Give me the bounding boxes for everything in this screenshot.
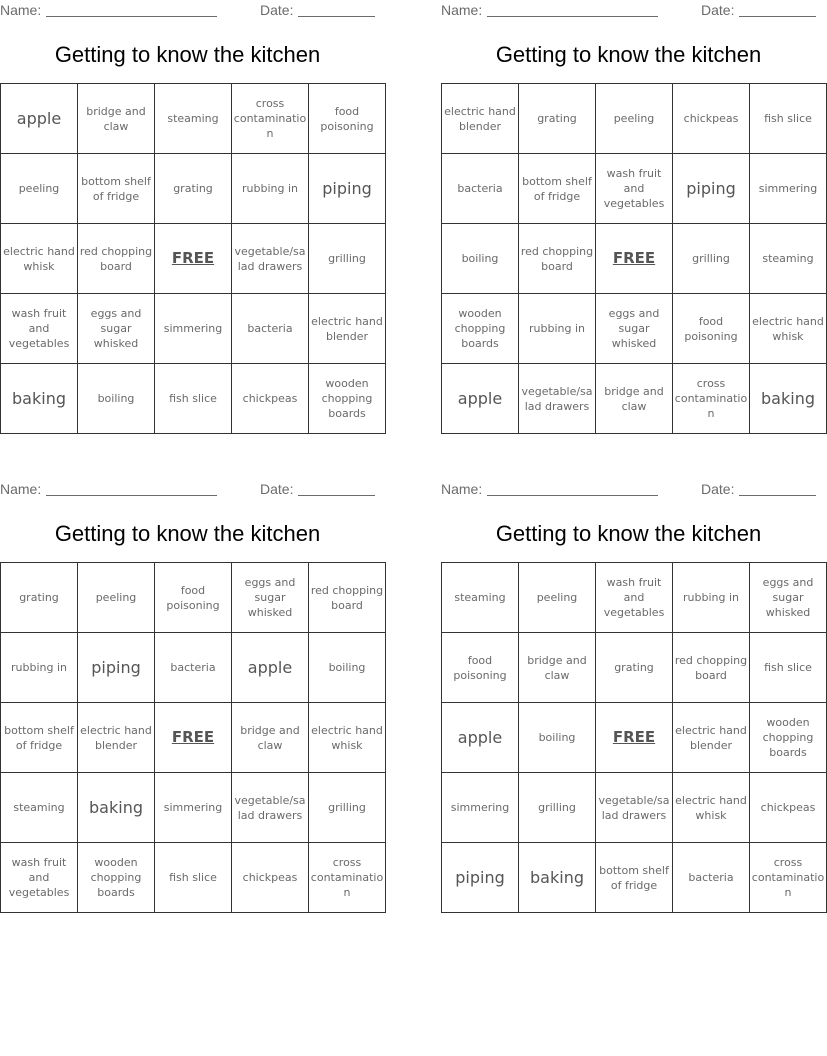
card-header [441, 479, 816, 501]
grid-cell: eggs and sugar whisked [750, 563, 827, 633]
grid-cell: electric hand blender [309, 294, 386, 364]
bingo-card-2 [441, 0, 824, 435]
grid-row [442, 773, 827, 843]
grid-row [1, 294, 386, 364]
name-field-line [46, 495, 217, 496]
grid-row [1, 633, 386, 703]
date-field-line [298, 495, 375, 496]
name-label: Name: [441, 481, 483, 497]
grid-cell: chickpeas [750, 773, 827, 843]
grid-row [1, 154, 386, 224]
grid-cell: peeling [78, 563, 155, 633]
grid-cell: bottom shelf of fridge [519, 154, 596, 224]
grid-row [442, 84, 827, 154]
date-field-line [739, 495, 816, 496]
grid-cell: electric hand whisk [673, 773, 750, 843]
grid-cell: grating [519, 84, 596, 154]
grid-cell: baking [78, 773, 155, 843]
date-field-line [298, 16, 375, 17]
grid-cell: bridge and claw [232, 703, 309, 773]
name-field-line [46, 16, 217, 17]
grid-cell: simmering [155, 294, 232, 364]
grid-cell: electric hand blender [78, 703, 155, 773]
name-label: Name: [441, 2, 483, 18]
grid-cell: piping [78, 633, 155, 703]
grid-cell: chickpeas [232, 364, 309, 434]
grid-cell: vegetable/salad drawers [232, 224, 309, 294]
grid-cell: bacteria [442, 154, 519, 224]
grid-cell: chickpeas [673, 84, 750, 154]
grid-cell: red chopping board [519, 224, 596, 294]
bingo-grid [0, 562, 386, 913]
date-label: Date: [701, 2, 735, 18]
grid-cell: grilling [309, 224, 386, 294]
grid-cell: grilling [519, 773, 596, 843]
grid-cell: cross contamination [750, 843, 827, 913]
grid-cell: electric hand whisk [309, 703, 386, 773]
bingo-card-3 [0, 479, 384, 914]
grid-cell: wooden chopping boards [442, 294, 519, 364]
bingo-grid [0, 83, 386, 434]
grid-cell: boiling [309, 633, 386, 703]
grid-cell: baking [519, 843, 596, 913]
card-title: Getting to know the kitchen [495, 42, 762, 67]
grid-cell: steaming [1, 773, 78, 843]
grid-cell: eggs and sugar whisked [596, 294, 673, 364]
grid-cell: bacteria [673, 843, 750, 913]
grid-row [1, 703, 386, 773]
grid-row [1, 84, 386, 154]
grid-cell: food poisoning [673, 294, 750, 364]
grid-cell: grating [155, 154, 232, 224]
grid-cell: piping [442, 843, 519, 913]
free-space-cell: FREE [596, 224, 673, 294]
grid-cell: red chopping board [78, 224, 155, 294]
grid-cell: wash fruit and vegetables [596, 563, 673, 633]
grid-cell: simmering [442, 773, 519, 843]
grid-cell: baking [750, 364, 827, 434]
grid-row [1, 563, 386, 633]
grid-row [1, 843, 386, 913]
grid-cell: wash fruit and vegetables [1, 843, 78, 913]
grid-cell: grating [1, 563, 78, 633]
grid-cell: wooden chopping boards [78, 843, 155, 913]
grid-cell: electric hand blender [442, 84, 519, 154]
grid-cell: cross contamination [673, 364, 750, 434]
date-label: Date: [260, 2, 294, 18]
grid-cell: bottom shelf of fridge [1, 703, 78, 773]
grid-cell: rubbing in [1, 633, 78, 703]
grid-cell: cross contamination [232, 84, 309, 154]
bingo-grid [441, 83, 827, 434]
bingo-grid [441, 562, 827, 913]
grid-cell: peeling [596, 84, 673, 154]
grid-cell: vegetable/salad drawers [519, 364, 596, 434]
grid-cell: boiling [442, 224, 519, 294]
card-header [441, 0, 816, 22]
grid-row [442, 224, 827, 294]
grid-cell: fish slice [155, 843, 232, 913]
bingo-card-4 [441, 479, 825, 914]
grid-cell: rubbing in [519, 294, 596, 364]
grid-cell: baking [1, 364, 78, 434]
grid-cell: piping [673, 154, 750, 224]
date-label: Date: [260, 481, 294, 497]
free-space-cell: FREE [155, 703, 232, 773]
grid-cell: wooden chopping boards [309, 364, 386, 434]
grid-cell: bridge and claw [78, 84, 155, 154]
grid-row [442, 563, 827, 633]
grid-cell: electric hand whisk [750, 294, 827, 364]
card-header [0, 0, 375, 22]
grid-cell: eggs and sugar whisked [78, 294, 155, 364]
grid-row [442, 294, 827, 364]
card-title: Getting to know the kitchen [495, 521, 762, 546]
grid-cell: red chopping board [673, 633, 750, 703]
grid-cell: peeling [519, 563, 596, 633]
grid-cell: steaming [750, 224, 827, 294]
grid-cell: bacteria [155, 633, 232, 703]
grid-cell: boiling [519, 703, 596, 773]
card-header [0, 479, 375, 501]
grid-row [442, 843, 827, 913]
grid-cell: fish slice [750, 633, 827, 703]
card-title: Getting to know the kitchen [54, 42, 321, 67]
grid-cell: bottom shelf of fridge [596, 843, 673, 913]
grid-cell: grating [596, 633, 673, 703]
card-title: Getting to know the kitchen [54, 521, 321, 546]
grid-cell: bridge and claw [596, 364, 673, 434]
grid-cell: bottom shelf of fridge [78, 154, 155, 224]
date-label: Date: [701, 481, 735, 497]
name-label: Name: [0, 2, 42, 18]
grid-cell: rubbing in [673, 563, 750, 633]
grid-cell: apple [1, 84, 78, 154]
grid-row [1, 773, 386, 843]
name-label: Name: [0, 481, 42, 497]
grid-cell: simmering [155, 773, 232, 843]
name-field-line [487, 16, 658, 17]
grid-cell: bacteria [232, 294, 309, 364]
grid-cell: rubbing in [232, 154, 309, 224]
free-space-cell: FREE [596, 703, 673, 773]
grid-cell: vegetable/salad drawers [596, 773, 673, 843]
grid-cell: apple [442, 364, 519, 434]
grid-row [442, 154, 827, 224]
grid-cell: wash fruit and vegetables [596, 154, 673, 224]
grid-cell: apple [442, 703, 519, 773]
grid-cell: eggs and sugar whisked [232, 563, 309, 633]
grid-cell: boiling [78, 364, 155, 434]
grid-row [442, 364, 827, 434]
grid-cell: food poisoning [442, 633, 519, 703]
grid-row [1, 364, 386, 434]
grid-cell: wash fruit and vegetables [1, 294, 78, 364]
grid-row [1, 224, 386, 294]
grid-cell: chickpeas [232, 843, 309, 913]
grid-cell: grilling [309, 773, 386, 843]
grid-row [442, 633, 827, 703]
date-field-line [739, 16, 816, 17]
grid-row [442, 703, 827, 773]
grid-cell: steaming [442, 563, 519, 633]
grid-cell: fish slice [750, 84, 827, 154]
grid-cell: peeling [1, 154, 78, 224]
name-field-line [487, 495, 658, 496]
grid-cell: vegetable/salad drawers [232, 773, 309, 843]
grid-cell: apple [232, 633, 309, 703]
grid-cell: fish slice [155, 364, 232, 434]
grid-cell: steaming [155, 84, 232, 154]
grid-cell: electric hand whisk [1, 224, 78, 294]
grid-cell: red chopping board [309, 563, 386, 633]
grid-cell: wooden chopping boards [750, 703, 827, 773]
free-space-cell: FREE [155, 224, 232, 294]
grid-cell: cross contamination [309, 843, 386, 913]
grid-cell: food poisoning [309, 84, 386, 154]
grid-cell: piping [309, 154, 386, 224]
grid-cell: electric hand blender [673, 703, 750, 773]
grid-cell: food poisoning [155, 563, 232, 633]
grid-cell: grilling [673, 224, 750, 294]
grid-cell: bridge and claw [519, 633, 596, 703]
bingo-card-1 [0, 0, 383, 435]
grid-cell: simmering [750, 154, 827, 224]
